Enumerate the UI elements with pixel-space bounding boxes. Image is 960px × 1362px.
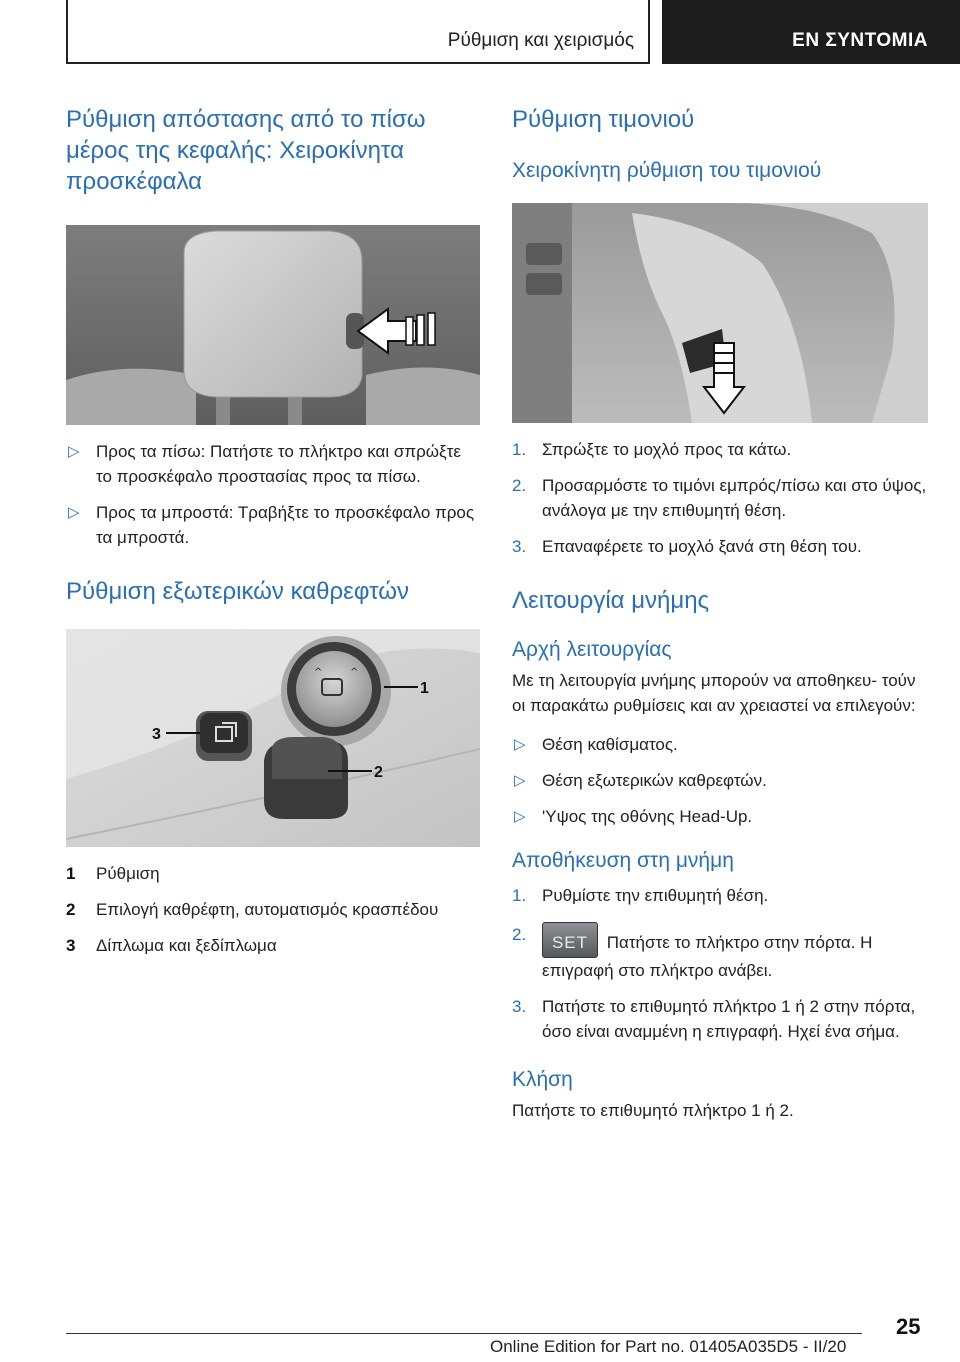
- recall-text: Πατήστε το επιθυμητό πλήκτρο 1 ή 2.: [512, 1101, 794, 1120]
- svg-text:^: ^: [350, 667, 359, 678]
- triangle-bullet-icon: ▷: [514, 808, 526, 825]
- mirror-heading: Ρύθμιση εξωτερικών καθρεφτών: [66, 578, 409, 605]
- page-header: [66, 0, 960, 64]
- headrest-heading: Ρύθμιση απόστασης από το πίσω μέρος της κεφαλής: Χειροκίνητα προσκέφαλα: [66, 106, 426, 195]
- list-item: ▷ Προς τα πίσω: Πατήστε το πλήκτρο και σπρώξτε το προσκέφαλο προστασίας προς τα πίσω.: [66, 439, 480, 489]
- right-column: [512, 104, 930, 1123]
- triangle-bullet-icon: ▷: [514, 736, 526, 753]
- left-column: [66, 104, 480, 969]
- mirror-legend: [66, 861, 480, 958]
- headrest-bullets: [66, 439, 480, 550]
- steering-heading: Ρύθμιση τιμονιού: [512, 106, 695, 133]
- list-item: 1. Σπρώξτε το μοχλό προς τα κάτω.: [512, 440, 792, 459]
- list-item: ▷ Θέση καθίσματος.: [512, 732, 930, 757]
- headrest-illustration: [66, 225, 480, 425]
- steering-steps: [512, 437, 930, 559]
- callout-3: 3: [152, 726, 161, 743]
- list-item: 3 Δίπλωμα και ξεδίπλωμα: [66, 936, 277, 955]
- chapter-tab: [662, 0, 960, 64]
- steering-lever-illustration: [512, 203, 928, 423]
- svg-text:^: ^: [314, 667, 323, 678]
- save-subheading: Αποθήκευση στη μνήμη: [512, 849, 734, 872]
- list-item: 2 Επιλογή καθρέφτη, αυτοματισμός κρασπέδου: [66, 900, 439, 919]
- list-item: 3. Επαναφέρετε το μοχλό ξανά στη θέση του.: [512, 537, 862, 556]
- triangle-bullet-icon: ▷: [514, 772, 526, 789]
- section-tab: [66, 0, 650, 64]
- chapter-title: ΕΝ ΣΥΝΤΟΜΙΑ: [792, 30, 928, 51]
- callout-2: 2: [374, 764, 383, 781]
- list-item: 1. Ρυθμίστε την επιθυμητή θέση.: [512, 886, 769, 905]
- principle-subheading: Αρχή λειτουργίας: [512, 638, 672, 661]
- list-item: 1 Ρύθμιση: [66, 864, 160, 883]
- edition-note: Online Edition for Part no. 01405A035D5 - II/20: [490, 1337, 847, 1356]
- mirror-control-illustration: [66, 629, 480, 847]
- save-steps: [512, 883, 930, 1044]
- principle-bullets: [512, 732, 930, 829]
- list-item: 3. Πατήστε το επιθυμητό πλήκτρο 1 ή 2 στην πόρτα, όσο είναι αναμμένη η επιγραφή. Ηχεί ένα σήμα.: [512, 997, 916, 1041]
- footer-rule: [66, 1333, 862, 1334]
- list-item: ▷ 'Υψος της οθόνης Head-Up.: [512, 804, 930, 829]
- list-item: ▷ Θέση εξωτερικών καθρεφτών.: [512, 768, 930, 793]
- callout-1: 1: [420, 680, 429, 697]
- recall-subheading: Κλήση: [512, 1068, 573, 1091]
- list-item: ▷ Προς τα μπροστά: Τραβήξτε το προσκέφαλο προς τα μπροστά.: [66, 500, 480, 550]
- list-item: 2. Προσαρμόστε το τιμόνι εμπρός/πίσω και στο ύψος, ανάλογα με την επιθυμητή θέση.: [512, 476, 927, 520]
- set-button-icon: SET: [542, 922, 598, 958]
- triangle-bullet-icon: ▷: [68, 504, 80, 521]
- memory-heading: Λειτουργία μνήμης: [512, 587, 710, 614]
- page-number: 25: [896, 1314, 921, 1339]
- section-title: Ρύθμιση και χειρισμός: [447, 30, 634, 51]
- principle-text: Με τη λειτουργία μνήμης μπορούν να αποθηκευ- τούν οι παρακάτω ρυθμίσεις και αν χρειαστεί να επιλεγούν:: [512, 671, 916, 715]
- list-item: 2. SET Πατήστε το πλήκτρο στην πόρτα. Η επιγραφή στο πλήκτρο ανάβει.: [512, 922, 930, 983]
- triangle-bullet-icon: ▷: [68, 443, 80, 460]
- steering-subheading: Χειροκίνητη ρύθμιση του τιμονιού: [512, 159, 822, 182]
